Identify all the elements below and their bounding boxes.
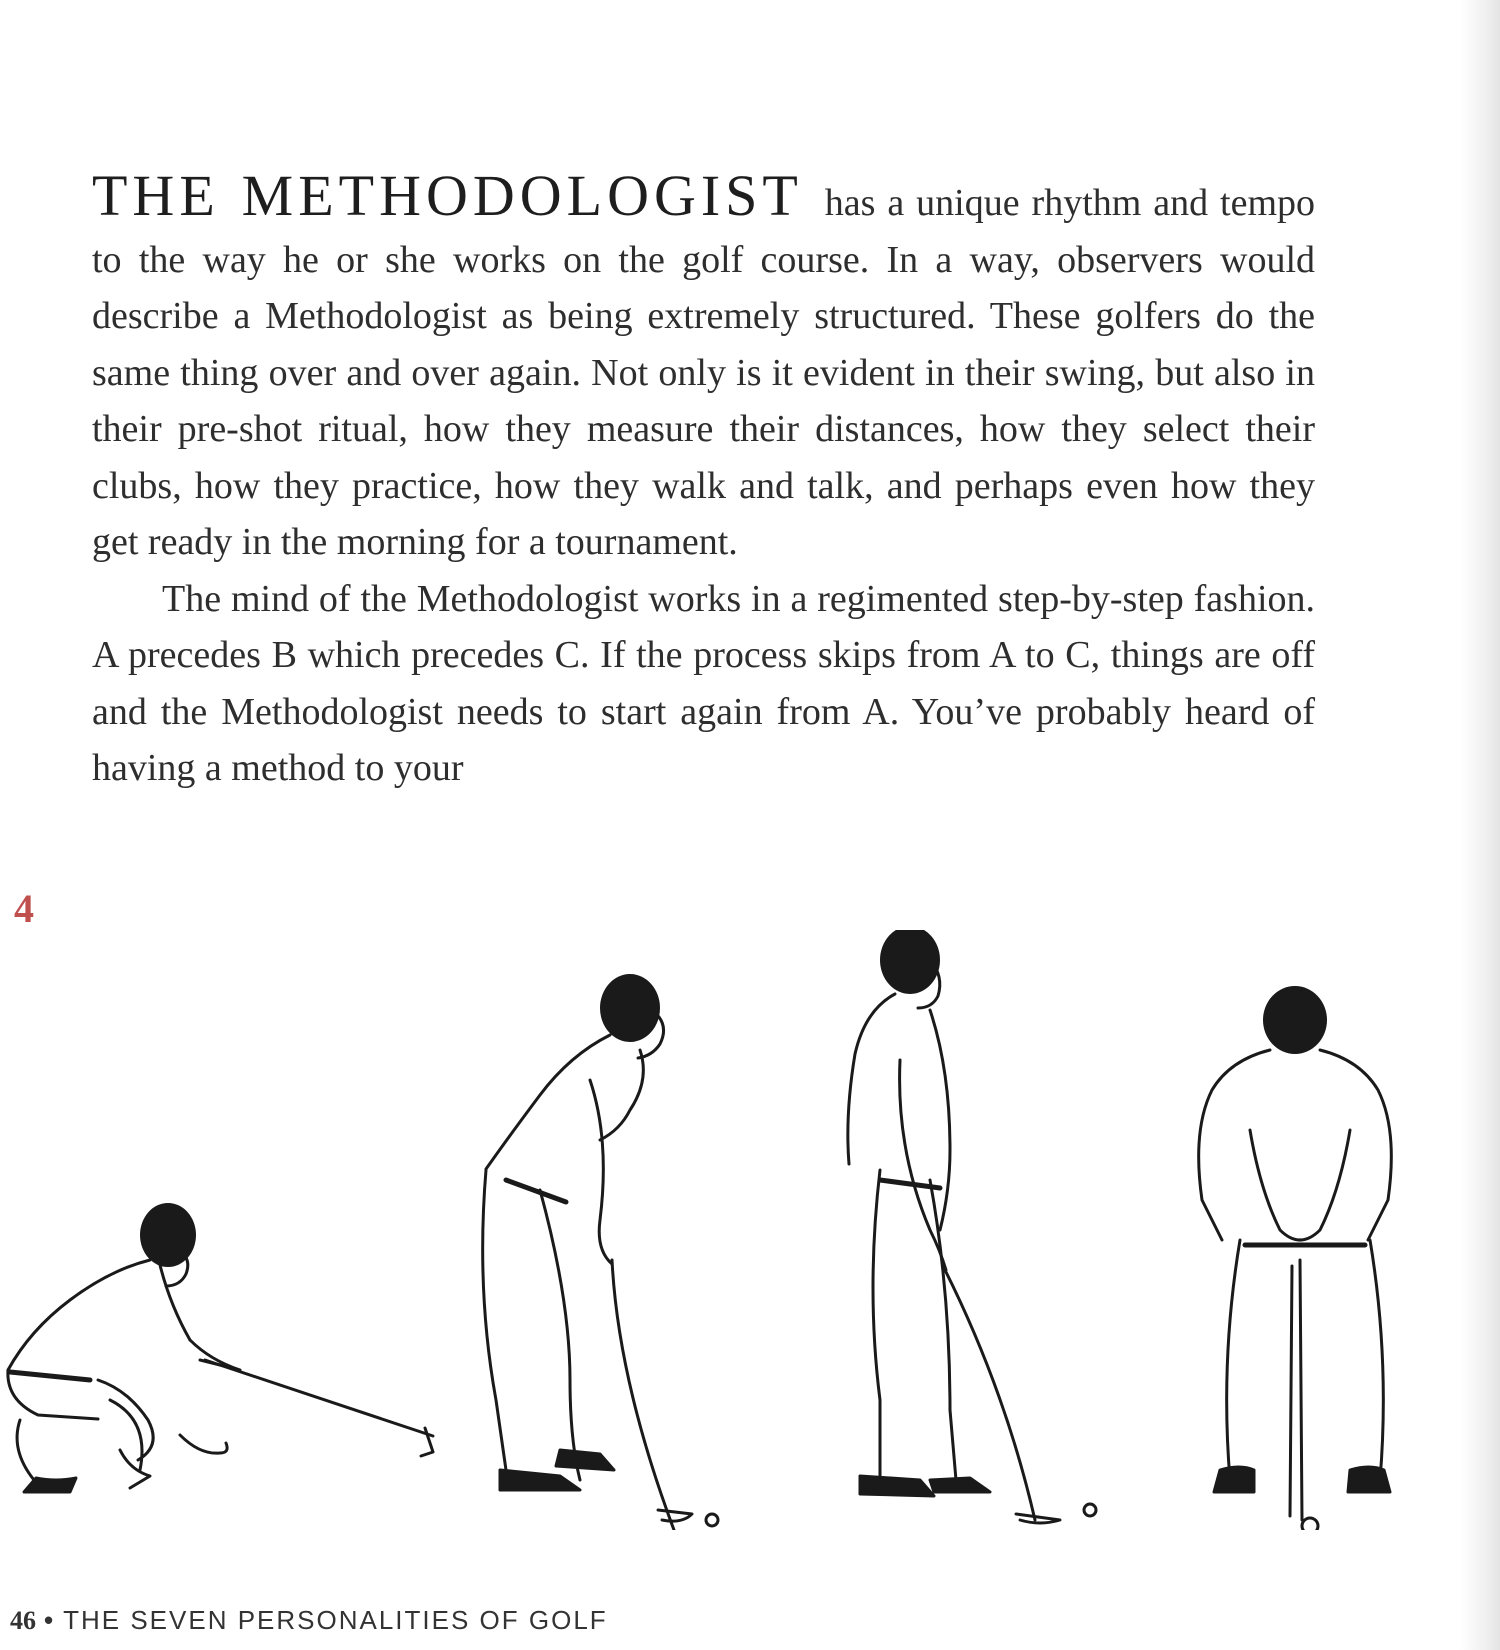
golfer-illustration (0, 930, 1420, 1530)
golfer-standing-figure (848, 930, 1096, 1523)
paragraph-2: The mind of the Methodologist works in a regimented step-by-step fashion. A precedes B which precedes C. If the process skips from A to C, things are off and the Methodologist needs to start again from A. You’ve probably heard of having a method to your (92, 577, 1315, 789)
golfer-address-figure (483, 974, 718, 1530)
golfer-front-figure (1199, 986, 1392, 1530)
book-title: THE SEVEN PERSONALITIES OF GOLF (63, 1605, 608, 1635)
golfer-sequence-drawing (0, 930, 1420, 1530)
page-number: 46 (10, 1606, 36, 1635)
footer-separator: • (44, 1605, 56, 1635)
body-text (92, 163, 1316, 797)
page-edge-shadow (1460, 0, 1500, 1650)
paragraph-1 (92, 163, 1316, 571)
margin-marker: 4 (14, 886, 34, 931)
lead-in-caps: THE METHODOLOGIST (92, 163, 803, 228)
golfer-crouching-figure (8, 1203, 433, 1492)
page-footer (10, 1607, 608, 1634)
paragraph-1-text: has a unique rhythm and tempo to the way he or she works on the golf course. In a way, observers would describe a Methodologist as being extremely structured. These golfers do the same thing over and over again. Not only is it evident in their swing, but also in their pre-shot ritual, how they measure their distances, how they select their clubs, how they practice, how they walk and talk, and perhaps even how they get ready in the morning for a tournament. (92, 182, 1316, 563)
